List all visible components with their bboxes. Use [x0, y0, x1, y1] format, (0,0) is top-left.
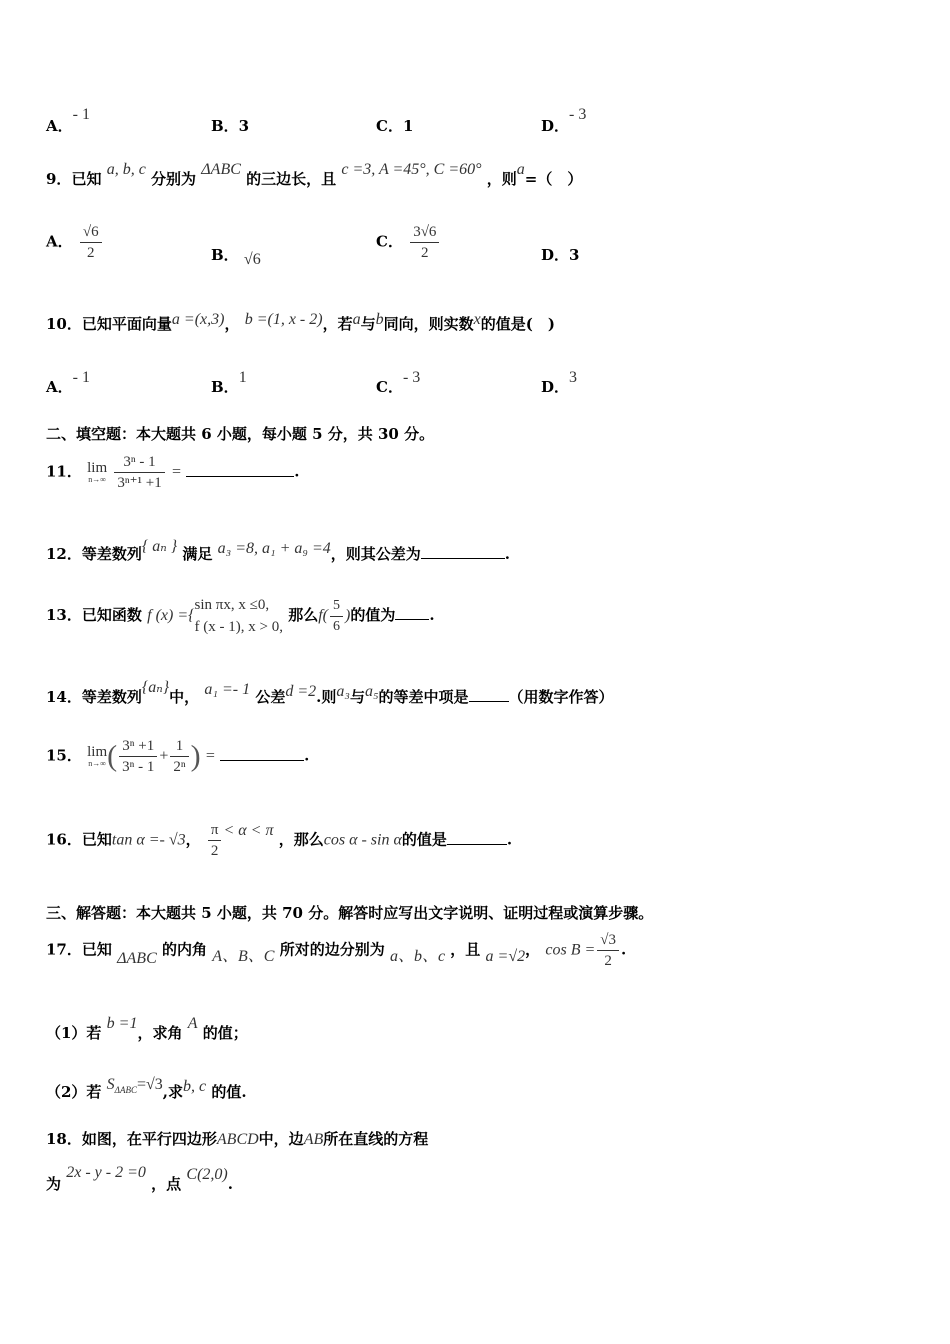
- option-value: √6: [243, 251, 261, 268]
- denominator: 2: [421, 245, 429, 261]
- question-number: 18．: [46, 1130, 82, 1148]
- numerator: 1: [170, 736, 188, 757]
- question-number: 13．: [46, 606, 82, 624]
- math: a =√2: [485, 947, 526, 965]
- answer-blank[interactable]: [469, 687, 509, 702]
- limit: [87, 461, 107, 484]
- text: .: [506, 830, 513, 849]
- denominator: 2: [604, 953, 612, 969]
- fraction: [80, 222, 102, 263]
- fraction: [208, 820, 222, 861]
- option-label: C．: [376, 378, 403, 396]
- q8-option-c: [376, 115, 413, 136]
- numerator: 3√6: [410, 222, 439, 243]
- question-17-part-2: [46, 1076, 247, 1103]
- option-label: D．: [541, 117, 570, 135]
- math: ABCD: [216, 1131, 259, 1148]
- numerator: 3ⁿ - 1: [114, 452, 164, 473]
- question-16: [46, 820, 512, 861]
- q9-option-d: [541, 244, 579, 265]
- option-label: A．: [46, 232, 73, 251]
- numerator: √6: [80, 222, 102, 243]
- numerator: 3ⁿ +1: [119, 736, 157, 757]
- math: ΔABC: [117, 949, 157, 967]
- question-15: [46, 736, 309, 777]
- option-label: B．3: [211, 117, 250, 135]
- math: f(: [318, 607, 329, 624]
- math: C(2,0): [186, 1166, 228, 1183]
- q10-option-b: [211, 369, 247, 397]
- plus: +: [159, 747, 169, 765]
- text: 分别为: [151, 170, 197, 188]
- text: =（ ）: [524, 170, 583, 188]
- text: 的值是: [401, 830, 447, 849]
- question-13: [46, 594, 435, 638]
- text: 的三边长，且: [246, 170, 337, 188]
- text: 的值是( ): [480, 315, 555, 333]
- equals: =: [171, 463, 181, 481]
- math: A、B、C: [212, 947, 275, 965]
- math: tan α =- √3: [111, 831, 186, 849]
- text: ，则: [486, 170, 517, 188]
- answer-blank[interactable]: [395, 605, 429, 620]
- question-12: [46, 538, 510, 564]
- math: A: [187, 1015, 198, 1032]
- math: b: [375, 311, 384, 328]
- text: 与: [349, 688, 365, 706]
- q10-option-c: [376, 369, 421, 397]
- q10-option-d: [541, 369, 578, 397]
- math: a₃: [336, 683, 350, 700]
- numerator: 5: [330, 596, 343, 617]
- text: 中，: [169, 688, 200, 706]
- question-number: 15．: [46, 746, 82, 765]
- lim-sub: n→∞: [88, 475, 106, 484]
- option-label: D．3: [541, 246, 580, 264]
- right-paren: ): [190, 739, 201, 773]
- option-label: A．: [46, 378, 73, 396]
- question-17: [46, 930, 626, 971]
- math: a、b、c: [389, 947, 446, 965]
- text: （用数字作答）: [508, 688, 614, 706]
- question-number: 9．: [46, 170, 72, 188]
- math: a₃ =8, a₁ + a₉ =4: [217, 540, 331, 557]
- text: 与: [360, 315, 376, 333]
- math: a: [352, 311, 361, 328]
- text: ，: [224, 315, 240, 333]
- option-label: B．: [211, 378, 239, 396]
- option-label: B．: [211, 246, 239, 264]
- piecewise-cases: [195, 594, 283, 638]
- math: [106, 1076, 163, 1096]
- q8-option-b: [211, 115, 249, 136]
- denominator: 3ⁿ - 1: [122, 759, 155, 775]
- question-17-part-1: [46, 1015, 248, 1043]
- math: cos α - sin α: [323, 831, 402, 849]
- text: 所对的边分别为: [279, 940, 385, 959]
- option-value: 1: [238, 369, 247, 386]
- question-number: 12．: [46, 545, 82, 563]
- text: 所在直线的方程: [323, 1130, 429, 1148]
- math: x: [473, 311, 481, 328]
- math: f (x) ={: [147, 607, 195, 624]
- text: ，: [185, 830, 201, 849]
- question-14: [46, 679, 614, 707]
- question-18-line-2: [46, 1164, 233, 1194]
- denominator: 2: [210, 843, 219, 859]
- math: c =3, A =45°, C =60°: [341, 161, 482, 178]
- answer-blank[interactable]: [421, 544, 505, 559]
- denominator: 6: [333, 618, 341, 634]
- text: ，那么: [278, 830, 324, 849]
- q10-option-a: [46, 369, 90, 397]
- text: 已知平面向量: [81, 315, 172, 333]
- question-number: 10．: [46, 315, 82, 333]
- text: 的值.: [211, 1083, 247, 1101]
- question-number: 16．: [46, 830, 82, 849]
- question-9: [46, 161, 583, 189]
- text: 的内角: [161, 940, 207, 959]
- fraction: [330, 596, 343, 637]
- math: a, b, c: [106, 161, 146, 178]
- text: .: [504, 545, 510, 563]
- math: < α < π: [223, 821, 274, 839]
- q8-option-a: [46, 106, 90, 136]
- text: 那么: [288, 606, 319, 624]
- case-2: f (x - 1), x > 0,: [194, 619, 283, 635]
- text: .: [227, 1175, 233, 1193]
- question-number: 14．: [46, 688, 82, 706]
- question-number: 11．: [46, 462, 82, 481]
- text: 如图，在平行四边形: [81, 1130, 217, 1148]
- q9-option-c: [376, 222, 441, 263]
- limit: [87, 745, 107, 768]
- question-11: [46, 452, 299, 493]
- math: 2x - y - 2 =0: [66, 1164, 146, 1181]
- lim-sub: n→∞: [88, 759, 106, 768]
- math-value: =√3: [136, 1076, 163, 1093]
- text: 公差: [255, 688, 286, 706]
- numerator: √3: [597, 930, 619, 951]
- math-sub: ΔABC: [114, 1085, 137, 1096]
- equals: =: [205, 747, 215, 765]
- left-paren: (: [107, 739, 118, 773]
- text: ,求: [162, 1083, 183, 1101]
- text: 同向，则实数: [383, 315, 474, 333]
- text: 的等差中项是: [378, 688, 469, 706]
- answer-blank[interactable]: [220, 746, 304, 761]
- text: .: [621, 940, 627, 959]
- option-value: - 1: [72, 106, 90, 123]
- text: ，则其公差为: [330, 545, 421, 563]
- option-value: 3: [569, 369, 578, 386]
- text: （2）若: [46, 1083, 102, 1101]
- denominator: 3ⁿ⁺¹ +1: [117, 475, 162, 491]
- text: 的值；: [202, 1024, 248, 1042]
- case-1: sin πx, x ≤0,: [194, 597, 270, 613]
- text: 已知: [81, 830, 112, 849]
- text: 满足: [182, 545, 213, 563]
- math: b, c: [183, 1078, 207, 1095]
- math: b =(1, x - 2): [244, 311, 323, 328]
- answer-blank[interactable]: [186, 462, 294, 477]
- text: ，若: [322, 315, 353, 333]
- option-value: - 3: [402, 369, 421, 386]
- lim-text: lim: [87, 460, 108, 476]
- answer-blank[interactable]: [447, 830, 507, 845]
- lim-text: lim: [87, 744, 108, 760]
- math: a₁ =- 1: [204, 681, 251, 698]
- numerator: π: [208, 820, 222, 841]
- math: {aₙ}: [141, 679, 170, 696]
- math: b =1: [106, 1015, 138, 1032]
- math-s: S: [106, 1076, 115, 1093]
- text: 等差数列: [81, 688, 142, 706]
- option-label: C．: [376, 232, 403, 251]
- math: d =2: [285, 683, 317, 700]
- math: cos B =: [545, 941, 596, 959]
- text: .: [294, 462, 300, 481]
- question-number: 17．: [46, 940, 82, 959]
- text: ，点: [151, 1175, 182, 1193]
- q9-option-b: [211, 244, 261, 268]
- math: a₅: [364, 683, 379, 700]
- option-value: - 1: [72, 369, 90, 386]
- math: ): [345, 607, 351, 624]
- text: ，求角: [137, 1024, 183, 1042]
- question-10: [46, 313, 555, 334]
- section-2-heading: 二、填空题：本大题共 6 小题，每小题 5 分，共 30 分。: [46, 425, 435, 443]
- fraction: [119, 736, 157, 777]
- q8-option-d: [541, 106, 587, 136]
- text: 等差数列: [81, 545, 142, 563]
- math: { aₙ }: [141, 538, 178, 555]
- denominator: 2: [86, 245, 95, 261]
- text: （1）若: [46, 1024, 102, 1042]
- text: .则: [316, 688, 337, 706]
- text: 中，边: [258, 1130, 304, 1148]
- text: ，且: [450, 940, 481, 959]
- text: 已知: [71, 170, 102, 188]
- q9-option-a: [46, 222, 104, 263]
- text: 已知: [81, 940, 112, 959]
- fraction: [170, 736, 188, 777]
- question-18-line-1: [46, 1128, 428, 1149]
- section-3-heading: 三、解答题：本大题共 5 小题，共 70 分。解答时应写出文字说明、证明过程或演算步骤。: [46, 904, 654, 922]
- text: 的值为: [350, 606, 396, 624]
- text: ，: [525, 940, 541, 959]
- math: AB: [303, 1131, 324, 1148]
- math: ΔABC: [201, 161, 241, 178]
- fraction: [410, 222, 439, 263]
- math: a: [516, 161, 525, 178]
- denominator: 2ⁿ: [173, 759, 186, 775]
- option-label: C．1: [376, 117, 414, 135]
- option-label: A．: [46, 117, 73, 135]
- math: a =(x,3): [171, 311, 225, 328]
- fraction: [597, 930, 619, 971]
- text: 已知函数: [81, 606, 142, 624]
- text: .: [429, 606, 435, 624]
- text: .: [304, 746, 310, 765]
- option-value: - 3: [569, 106, 587, 123]
- option-label: D．: [541, 378, 570, 396]
- text: 为: [46, 1175, 62, 1193]
- fraction: [114, 452, 164, 493]
